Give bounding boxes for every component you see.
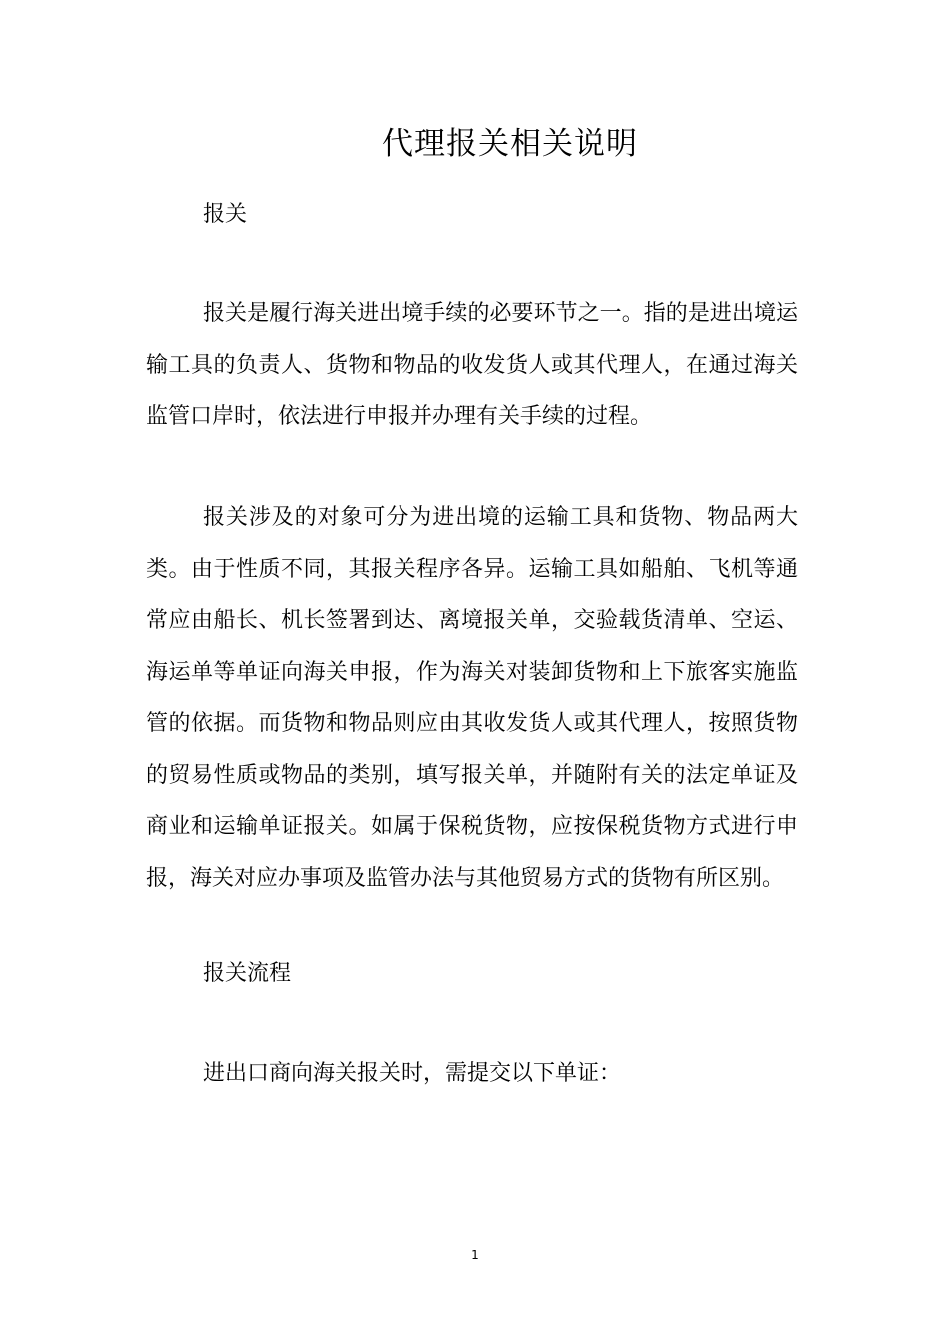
paragraph-objects: 报关涉及的对象可分为进出境的运输工具和货物、物品两大类。由于性质不同，其报关程序各异。运输工具如船舶、飞机等通常应由船长、机长签署到达、离境报关单，交验载货清单、空运、海运单等单证向海关申报，作为海关对装卸货物和上下旅客实施监管的依据。而货物和物品则应由其收发货人或其代理人，按照货物的贸易性质或物品的类别，填写报关单，并随附有关的法定单证及商业和运输单证报关。如属于保税货物，应按保税货物方式进行申报，海关对应办事项及监管办法与其他贸易方式的货物有所区别。 xyxy=(146,505,798,891)
paragraph-definition: 报关是履行海关进出境手续的必要环节之一。指的是进出境运输工具的负责人、货物和物品的收发货人或其代理人，在通过海关监管口岸时，依法进行申报并办理有关手续的过程。 xyxy=(146,301,798,429)
paragraph-documents-intro: 进出口商向海关报关时，需提交以下单证： xyxy=(203,1061,622,1086)
page-number: 1 xyxy=(471,1248,479,1262)
section-heading-process: 报关流程 xyxy=(203,961,292,986)
section-heading-customs: 报关 xyxy=(203,202,248,227)
document-title: 代理报关相关说明 xyxy=(382,126,638,162)
